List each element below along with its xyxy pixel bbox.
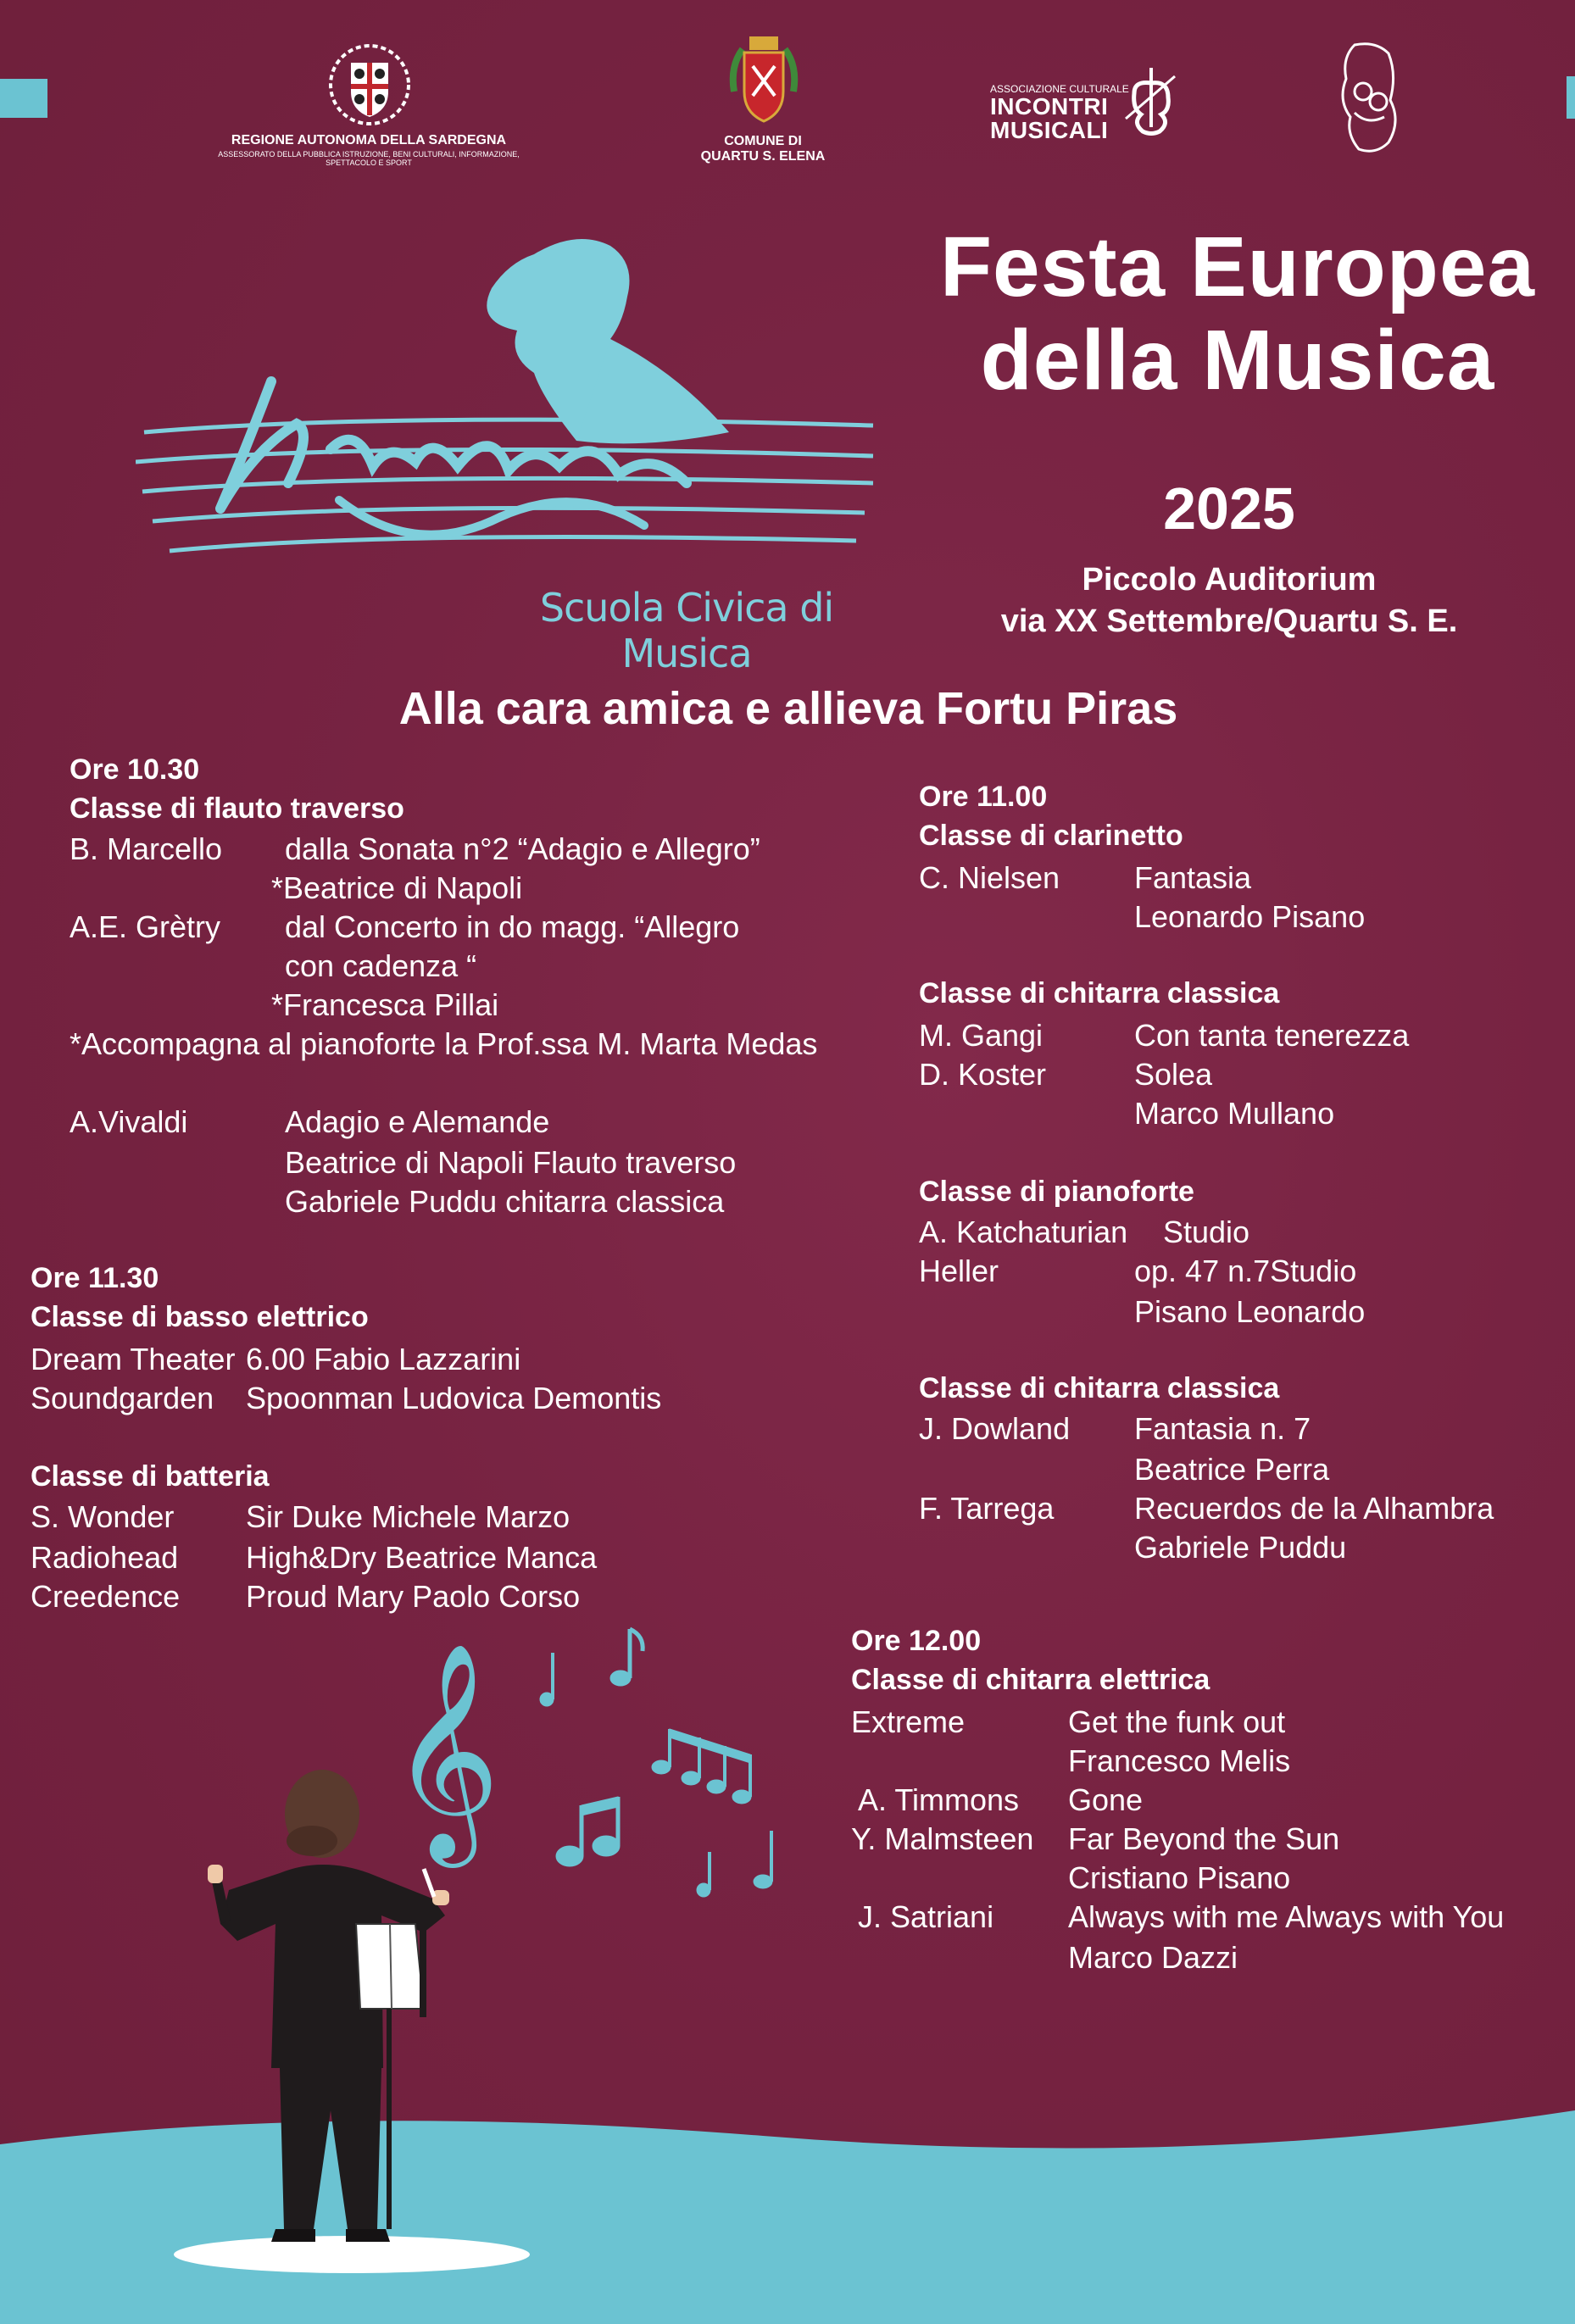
section-class: Classe di chitarra classica [919, 1372, 1280, 1404]
piece-performer: Sir Duke Michele Marzo [246, 1499, 570, 1534]
piece-performer: High&Dry Beatrice Manca [246, 1540, 598, 1575]
section-class: Classe di chitarra classica [919, 977, 1280, 1009]
school-name: Scuola Civica di Musica [539, 585, 834, 676]
right-accent-bar [1567, 76, 1575, 119]
piece: Fantasia n. 7 [1134, 1411, 1311, 1446]
event-venue [932, 559, 1526, 643]
dedication: Alla cara amica e allieva Fortu Piras [398, 683, 1178, 734]
artist: Creedence [31, 1579, 181, 1614]
event-year: 2025 [1163, 475, 1295, 542]
comune-name [670, 134, 856, 165]
performer: Marco Dazzi [1068, 1940, 1238, 1975]
performer: *Beatrice di Napoli [271, 870, 523, 905]
piece: Adagio e Alemande [285, 1104, 550, 1139]
section-time: Ore 12.00 [851, 1625, 982, 1657]
composer: F. Tarrega [919, 1491, 1055, 1526]
piece-performer: Proud Mary Paolo Corso [246, 1579, 581, 1614]
piece: Get the funk out [1068, 1704, 1286, 1739]
piece: op. 47 n.7Studio [1134, 1254, 1357, 1288]
conductor-illustration [186, 1754, 492, 2263]
piece: Recuerdos de la Alhambra [1134, 1491, 1494, 1526]
piece-continued: con cadenza “ [285, 948, 477, 983]
piece: dal Concerto in do magg. “Allegro [285, 909, 740, 944]
section-time: Ore 11.30 [31, 1262, 159, 1294]
section-class: Classe di basso elettrico [31, 1301, 369, 1333]
composer: A.E. Grètry [70, 909, 221, 944]
performer: Gabriele Puddu chitarra classica [285, 1184, 725, 1219]
performer: Francesco Melis [1068, 1743, 1291, 1778]
artist: Dream Theater [31, 1342, 236, 1376]
performer: Beatrice di Napoli Flauto traverso [285, 1145, 737, 1180]
piece: Fantasia [1134, 860, 1252, 895]
venue-line2: via XX Settembre/Quartu S. E. [1000, 603, 1458, 640]
scuola-civica-logo [136, 229, 882, 619]
artist: Radiohead [31, 1540, 179, 1575]
comune-line1: COMUNE DI [724, 134, 802, 148]
composer: Heller [919, 1254, 999, 1288]
composer: B. Marcello [70, 831, 223, 866]
composer: A. Katchaturian [919, 1215, 1128, 1249]
artist: A. Timmons [858, 1782, 1020, 1817]
artist: Extreme [851, 1704, 966, 1739]
cello-icon [1117, 59, 1178, 136]
composer: A.Vivaldi [70, 1104, 188, 1139]
event-title-line2: della Musica [980, 313, 1495, 408]
piece: Con tanta tenerezza [1134, 1018, 1410, 1053]
section-class: Classe di clarinetto [919, 820, 1183, 852]
comune-line2: QUARTU S. ELENA [700, 149, 826, 164]
performer: *Francesca Pillai [271, 987, 499, 1022]
composer: C. Nielsen [919, 860, 1060, 895]
left-accent-bar [0, 79, 47, 118]
piece-performer: 6.00 Fabio Lazzarini [246, 1342, 521, 1376]
section-time: Ore 11.00 [919, 781, 1048, 813]
venue-line1: Piccolo Auditorium [1082, 562, 1377, 598]
performer: Pisano Leonardo [1134, 1294, 1366, 1329]
section-class: Classe di flauto traverso [70, 792, 404, 825]
association-line1: INCONTRI [990, 93, 1109, 120]
performer: Gabriele Puddu [1134, 1530, 1347, 1565]
composer: D. Koster [919, 1057, 1047, 1092]
section-class: Classe di batteria [31, 1460, 270, 1493]
section-class: Classe di chitarra elettrica [851, 1664, 1210, 1696]
event-title [873, 220, 1575, 407]
regione-sardegna-logo [327, 42, 412, 127]
sardinia-map-logo [1329, 41, 1411, 159]
regione-name: REGIONE AUTONOMA DELLA SARDEGNA [231, 133, 507, 147]
piece-performer: Spoonman Ludovica Demontis [246, 1381, 662, 1415]
comune-crest-logo [726, 32, 802, 130]
piece: dalla Sonata n°2 “Adagio e Allegro” [285, 831, 760, 866]
piece: Far Beyond the Sun [1068, 1821, 1340, 1856]
piece: Always with me Always with You [1068, 1899, 1505, 1934]
piece: Solea [1134, 1057, 1213, 1092]
association-label: ASSOCIAZIONE CULTURALE [990, 83, 1129, 95]
accompaniment-note: *Accompagna al pianoforte la Prof.ssa M. Marta Medas [70, 1026, 818, 1061]
section-class: Classe di pianoforte [919, 1176, 1194, 1208]
performer: Marco Mullano [1134, 1096, 1335, 1131]
composer: J. Dowland [919, 1411, 1071, 1446]
piece: Gone [1068, 1782, 1144, 1817]
performer: Cristiano Pisano [1068, 1860, 1291, 1895]
piece: Studio [1163, 1215, 1250, 1249]
artist: J. Satriani [858, 1899, 994, 1934]
artist: S. Wonder [31, 1499, 175, 1534]
association-name [990, 95, 1108, 142]
event-title-line1: Festa Europea [939, 220, 1536, 314]
composer: M. Gangi [919, 1018, 1044, 1053]
section-time: Ore 10.30 [70, 753, 200, 786]
artist: Soundgarden [31, 1381, 214, 1415]
treble-clef-icon: 𝄞 [390, 1641, 501, 1858]
regione-subtitle: ASSESSORATO DELLA PUBBLICA ISTRUZIONE, BENI CULTURALI, INFORMAZIONE, SPETTACOLO E SPORT [218, 150, 520, 168]
performer: Beatrice Perra [1134, 1452, 1330, 1487]
performer: Leonardo Pisano [1134, 899, 1366, 934]
artist: Y. Malmsteen [851, 1821, 1034, 1856]
association-line2: MUSICALI [990, 117, 1109, 143]
